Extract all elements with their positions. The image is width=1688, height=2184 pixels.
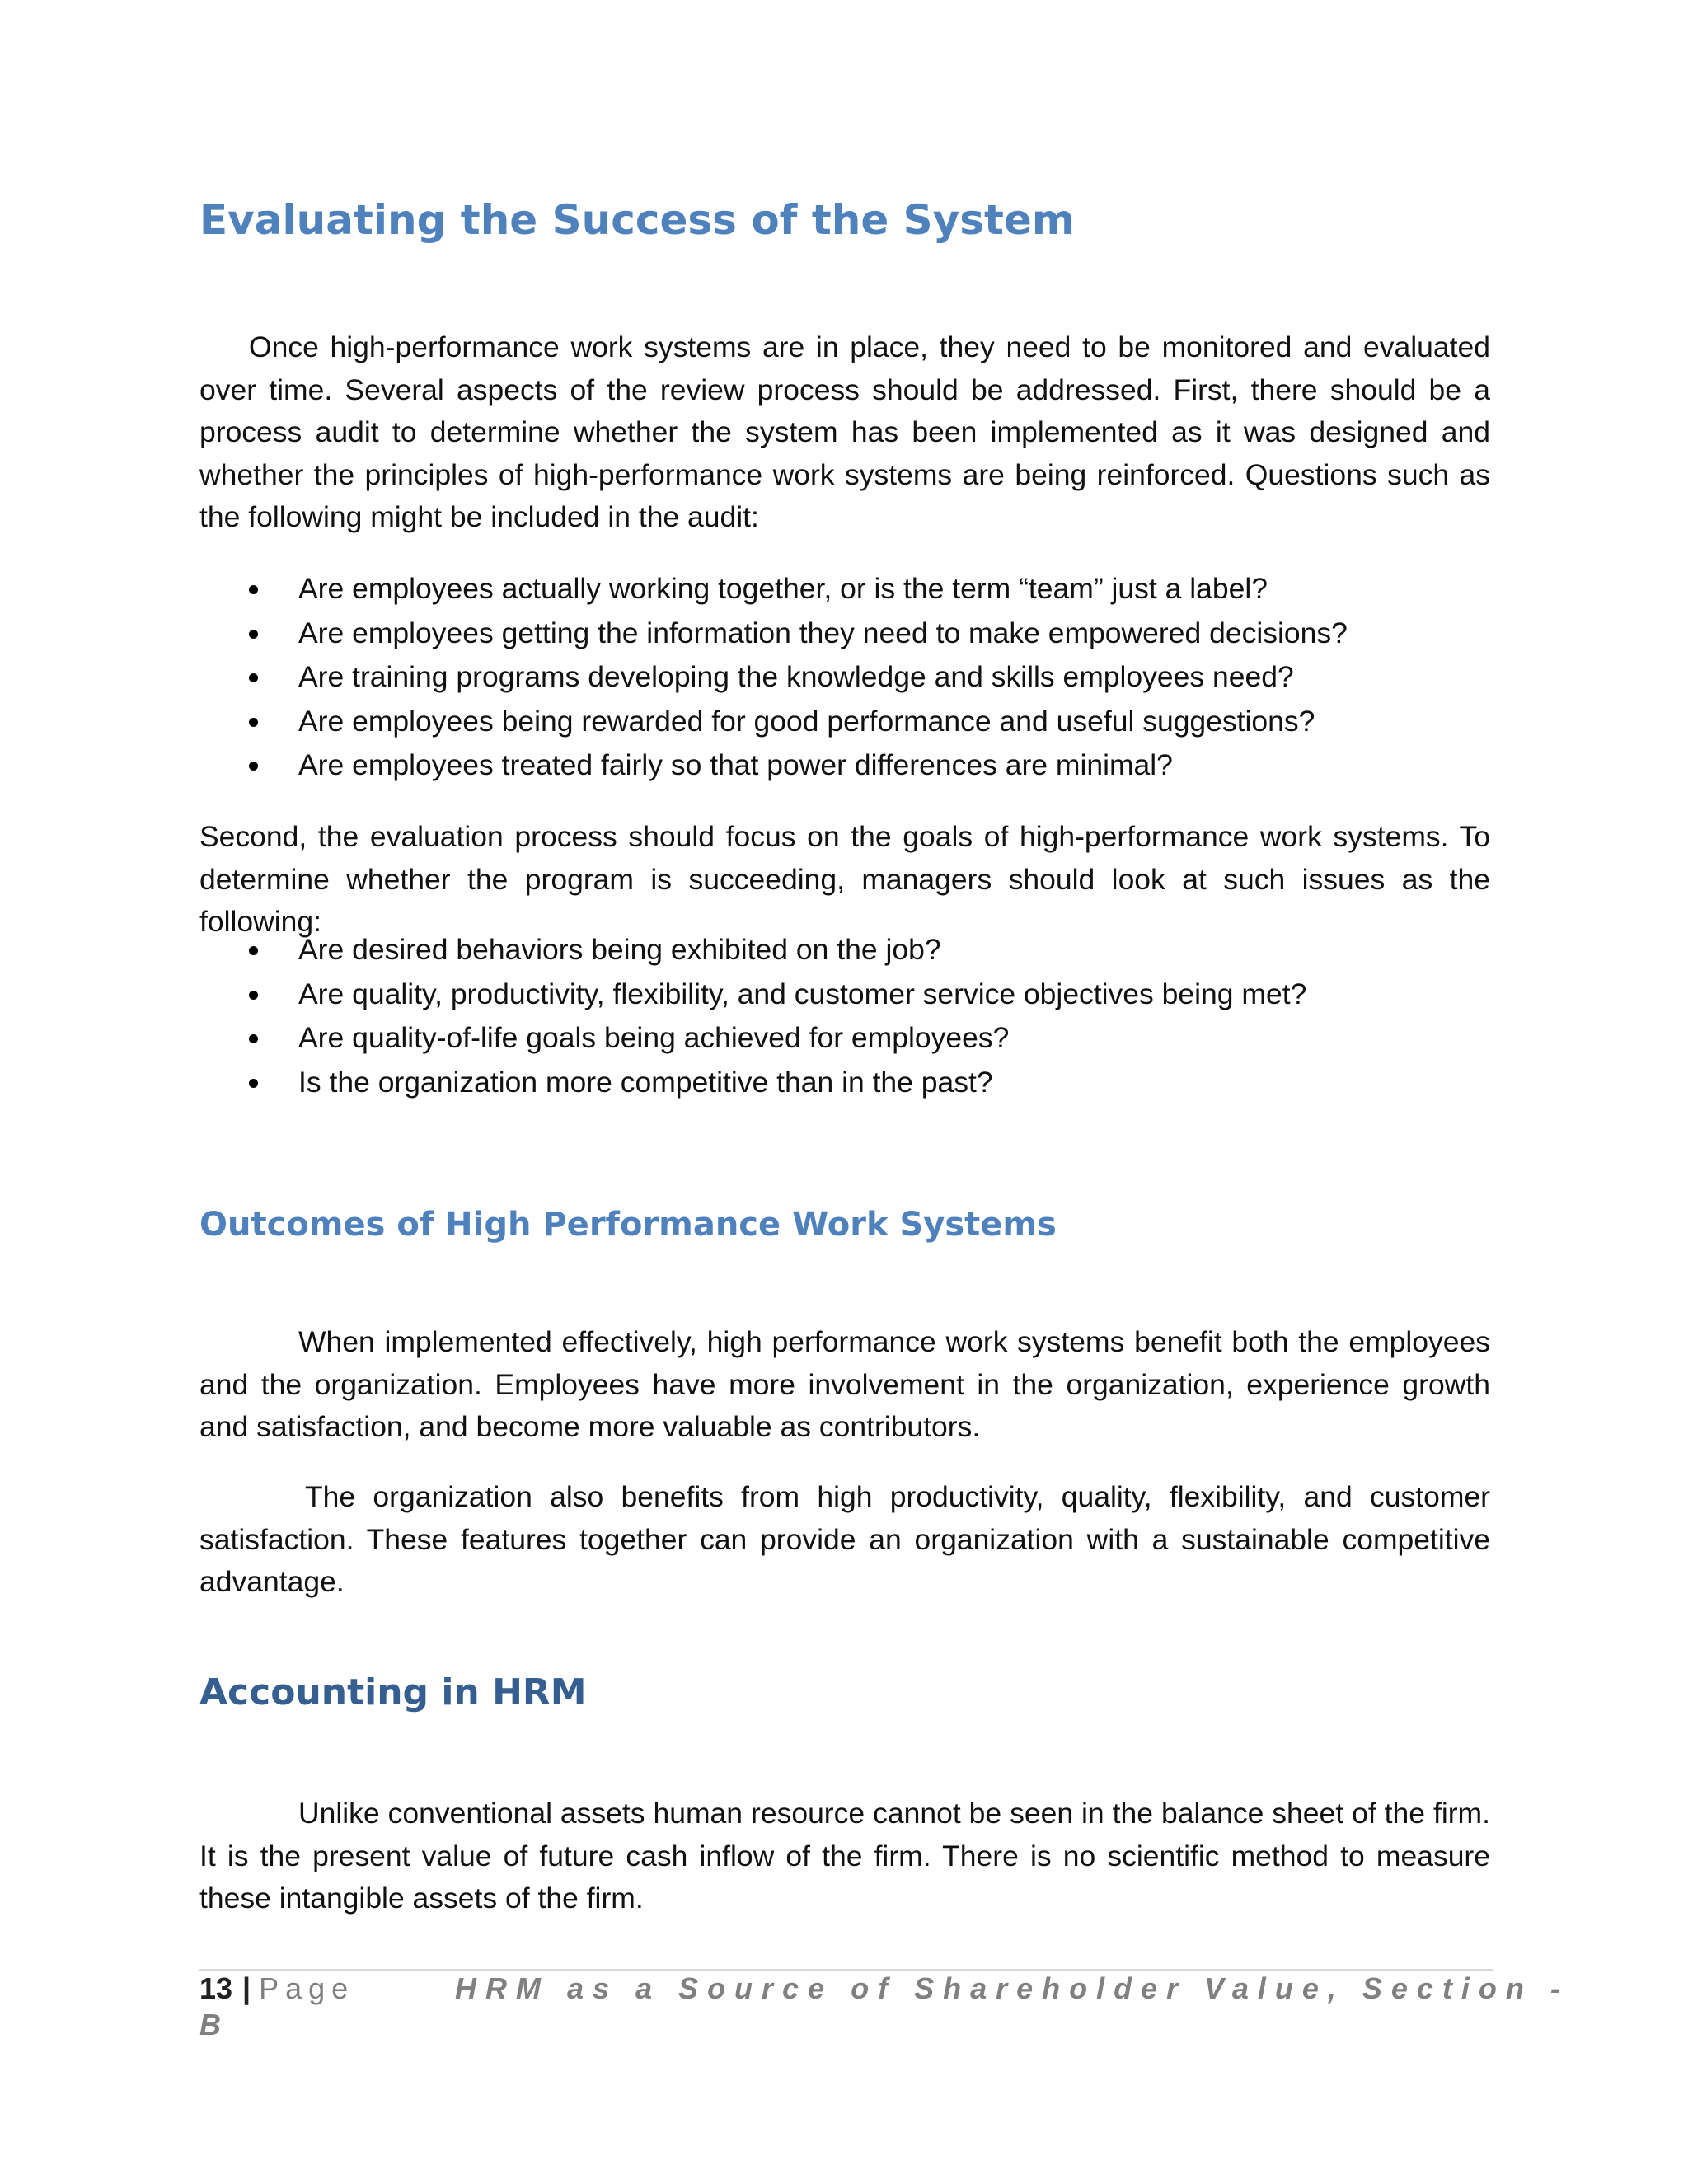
list-item: Are employees being rewarded for good performance and useful suggestions? [199,700,1348,744]
bullet-icon [249,585,258,594]
section-title-evaluating: Evaluating the Success of the System [199,196,1075,244]
bullet-icon [249,991,258,1000]
bullet-icon [249,1079,258,1088]
list-item: Is the organization more competitive than in the past? [199,1061,1306,1105]
outcomes-paragraph-1: When implemented effectively, high performance work systems benefit both the employees and the organization. Employees have more involvement in the organization, experience growth and satisfaction, and become more valuable as contributors. [199,1325,1490,1443]
list-item: Are employees getting the information they need to make empowered decisions? [199,612,1348,656]
page-number: 13 | Page [199,1971,355,2005]
section-title-accounting: Accounting in HRM [199,1671,587,1713]
bullet-icon [249,630,258,639]
bullet-icon [249,673,258,682]
intro-paragraph: Once high-performance work systems are in place, they need to be monitored and evaluated over time. Several aspects of the review process should be addressed. First, there should be a process audit to determine whether the system has been implemented as it was designed and whether the principles of high-performance work systems are being reinforced. Questions such as the following might be included in the audit: [199,330,1490,533]
footer-divider [199,1969,1493,1971]
list-item: Are training programs developing the knowledge and skills employees need? [199,655,1348,700]
second-paragraph: Second, the evaluation process should focus on the goals of high-performance work systems. To determine whether the program is succeeding, managers should look at such issues as the following: [199,820,1490,938]
outcomes-paragraph-2: The organization also benefits from high productivity, quality, flexibility, and customer satisfaction. These features together can provide an organization with a sustainable competitive advantage. [199,1480,1490,1598]
list-item: Are quality-of-life goals being achieved for employees? [199,1016,1306,1061]
goal-question-list [199,928,1306,1104]
bullet-icon [249,946,258,955]
running-title-tail: B [199,2008,221,2041]
audit-question-list [199,567,1348,788]
list-item: Are employees actually working together, or is the term “team” just a label? [199,567,1348,612]
list-item: Are quality, productivity, flexibility, and customer service objectives being met? [199,972,1306,1017]
running-title: HRM as a Source of Shareholder Value, Section - [455,1971,1569,2005]
page-footer [199,1971,1569,2046]
list-item: Are employees treated fairly so that power differences are minimal? [199,743,1348,788]
bullet-icon [249,762,258,771]
accounting-paragraph: Unlike conventional assets human resource cannot be seen in the balance sheet of the firm. It is the present value of future cash inflow of the firm. There is no scientific method to measure these intangible assets of the firm. [199,1797,1490,1915]
section-title-outcomes: Outcomes of High Performance Work Systems [199,1206,1057,1244]
list-item: Are desired behaviors being exhibited on the job? [199,928,1306,972]
bullet-icon [249,1034,258,1043]
bullet-icon [249,718,258,727]
